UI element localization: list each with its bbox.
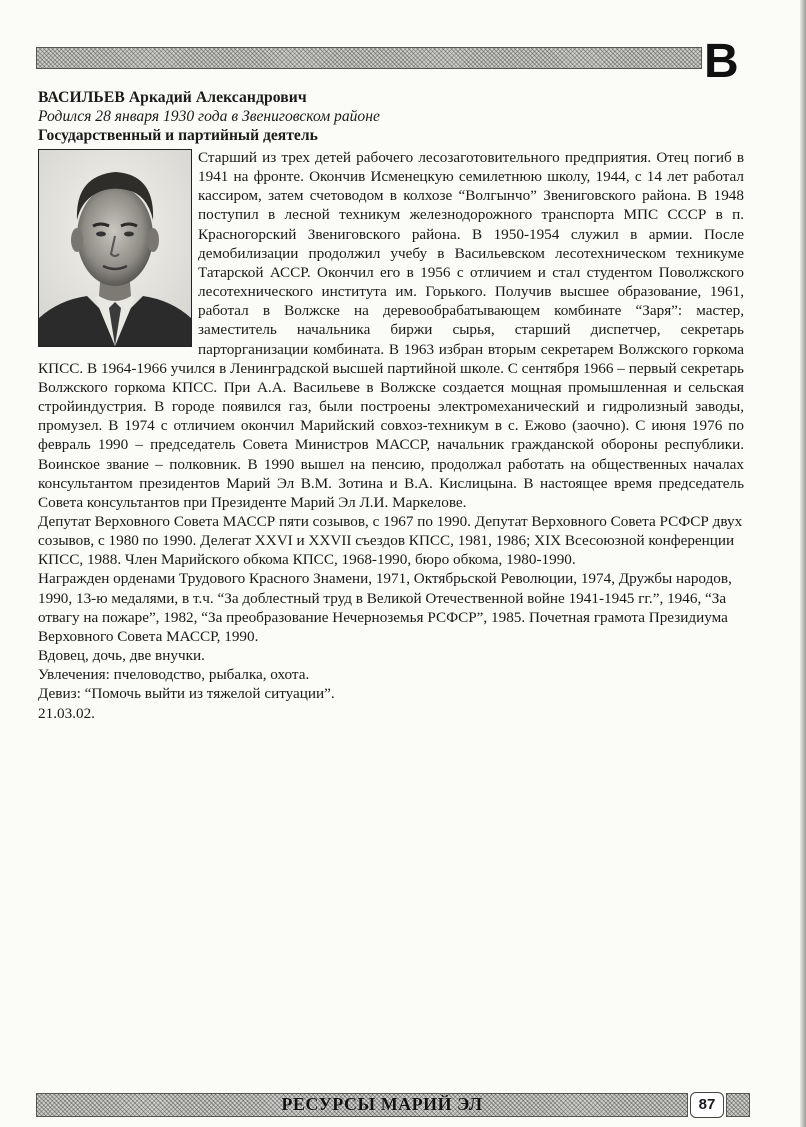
bio-paragraph-motto: Девиз: “Помочь выйти из тяжелой ситуации”. — [38, 685, 335, 703]
section-header-band — [36, 47, 702, 69]
bio-paragraph-family: Вдовец, дочь, две внучки. — [38, 647, 205, 665]
page-number: 87 — [690, 1092, 724, 1118]
entry-header — [38, 88, 738, 145]
bio-date: 21.03.02. — [38, 704, 95, 722]
person-role: Государственный и партийный деятель — [38, 127, 318, 144]
biography — [38, 148, 744, 723]
birth-info: Родился 28 января 1930 года в Звениговском районе — [38, 108, 380, 125]
section-letter: В — [704, 35, 739, 88]
person-name: ВАСИЛЬЕВ Аркадий Александрович — [38, 89, 307, 106]
bio-paragraph-deputy: Депутат Верховного Совета МАССР пяти созывов, с 1967 по 1990. Депутат Верховного Совета РСФСР двух созывов, с 1980 по 1990. Делегат XXVI и XXVII съездов КПСС, 1981, 1986; XIX Всесоюзной конференции КПСС, 1988. Член Марийского обкома КПСС, 1968-1990, бюро обкома, 1980-1990. — [38, 512, 743, 569]
bio-paragraph-career: Старший из трех детей рабочего лесозаготовительного предприятия. Отец погиб в 1941 на фронте. Окончив Исменецкую семилетнюю школу, 1944, с 14 лет работал кассиром, затем счетоводом в колхозе “Волгынчо” Звениговского района. В 1948 поступил в лесной техникум железнодорожного транспорта МПС СССР в п. Красногорский Звениговского района. В 1950-1954 служил в армии. После демобилизации продолжил учебу в Васильевском лесотехническом техникуме Татарской АССР. Окончил его в 1956 с отличием и стал студентом Поволжского лесотехнического института им. Горького. Получив высшее образование, 1961, работал в Волжске на деревообрабатывающем комбинате “Заря”: мастер, заместитель начальника биржи сырья, старший диспетчер, секретарь парторганизации комбината. В 1963 избран вторым секретарем Волжского горкома КПСС. В 1964-1966 учился в Ленинградской высшей партийной школе. С сентября 1966 – первый секретарь Волжского горкома КПСС. При А.А. Васильеве в Волжске создается мощная промышленная и сельская стройиндустрия. В городе появился газ, были построены электромеханический и гидролизный заводы, промузел. В 1974 с отличием окончил Марийский совхоз-техникум в с. Ежово (заочно). С июня 1976 по февраль 1990 – председатель Совета Министров МАССР, начальник гражданской обороны республики. Воинское звание – полковник. В 1990 вышел на пенсию, продолжал работать на общественных началах консультантом президентов Марий Эл В.М. Зотина и В.А. Кислицына. В настоящее время председатель Совета консультантов при Президенте Марий Эл Л.И. Маркелове. — [38, 149, 744, 511]
footer-band-right — [726, 1093, 750, 1117]
footer-title: РЕСУРСЫ МАРИЙ ЭЛ — [281, 1094, 483, 1114]
bio-paragraph-awards: Награжден орденами Трудового Красного Знамени, 1971, Октябрьской Революции, 1974, Дружбы народов, 1990, 13-ю медалями, в т.ч. “За доблестный труд в Великой Отечественной войне 1941-1945 гг.”, 1946, “За отвагу на пожаре”, 1982, “За преобразование Нечерноземья РСФСР”, 1985. Почетная грамота Президиума Верховного Совета МАССР, 1990. — [38, 570, 732, 645]
bio-paragraph-hobbies: Увлечения: пчеловодство, рыбалка, охота. — [38, 666, 310, 684]
page-edge-shadow — [800, 0, 806, 1127]
